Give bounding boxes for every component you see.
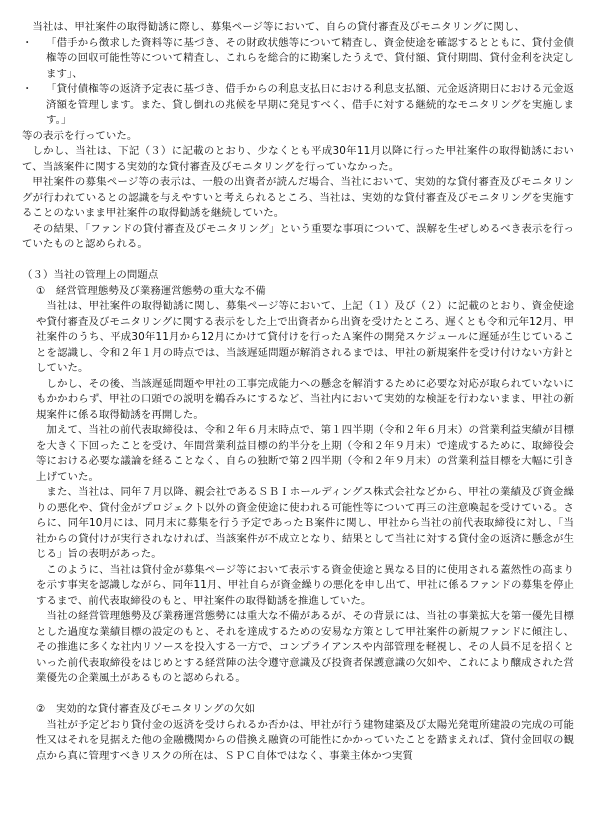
subsection-heading-1: ① 経営管理態勢及び業務運営態勢の重大な不備 — [36, 284, 266, 297]
bullet-mark: ・ — [22, 36, 33, 49]
body-paragraph: 加えて、当社の前代表取締役は、令和２年６月末時点で、第１四半期（令和２年６月末）の営業利益実績が目標を大きく下回ったことを受け、年間営業利益目標の約半分を上期（令和２年９月末）で達成するために、取締役会等における必要な議論を経ることなく、自らの独断で第２四半期（令和２年９月末）の営業利益目標を大幅に引き上げていた。 — [36, 424, 574, 483]
subsection-heading-2: ② 実効的な貸付審査及びモニタリングの欠如 — [36, 703, 256, 715]
bullet-mark: ・ — [22, 83, 33, 95]
bullet-text-1: 「借手から徴求した資料等に基づき、その財政状態等について精査し、資金使途を確認するとともに、貸付金債権等の回収可能性等について精査し、これらを総合的に勘案したうえで、貸付額、貸付期間、貸付金利を決定します」、 — [46, 36, 574, 80]
intro-paragraph-5: その結果、「ファンドの貸付審査及びモニタリング」という重要な事項について、誤解を生ぜしめるべき表示を行っていたものと認められる。 — [22, 222, 574, 250]
body-paragraph: 当社の経営管理態勢及び業務運営態勢には重大な不備があるが、その背景には、当社の事業拡大を第一優先目標とした過度な業績目標の設定のもと、それを達成するための安易な方策として甲社案件の新規ファンドに傾注し、その推進に多くな社内リソースを投入する一方で、コンプライアンスや内部管理を軽視し、その人員不足を招くといった前代表取締役をはじめとする経営陣の法令遵守意識及び投資者保護意識の欠如や、これにより醸成された営業優先の企業風土があるものと認められる。 — [36, 610, 574, 684]
body-paragraph: 当社が予定どおり貸付金の返済を受けられるか否かは、甲社が行う建物建築及び太陽光発電所建設の完成の可能性又はそれを見据えた他の金融機関からの借換え融資の可能性にかかっていたことを踏まえれば、貸付金回収の観点から真に管理すべきリスクの所在は、ＳＰＣ自体ではなく、事業主体かつ実質 — [36, 718, 574, 762]
bullet-item-2 — [22, 82, 574, 129]
spacer — [22, 687, 574, 703]
section-heading: （３）当社の管理上の問題点 — [22, 269, 159, 281]
intro-paragraph-4: 甲社案件の募集ページ等の表示は、一般の出資者が読んだ場合、当社において、実効的な貸付審査及びモニタリングが行われているとの認識を与えやすいと考えられるところ、当社は、実効的な貸付審査及びモニタリングを実施することのないまま甲社案件の取得勧誘を継続していた。 — [22, 176, 574, 219]
subsection-body-2 — [36, 718, 574, 765]
subsection-body-1 — [36, 299, 574, 687]
bullet-text-2: 「貸付債権等の返済予定表に基づき、借手からの利息支払日における利息支払額、元金返済期日における元金返済額を管理します。また、貸し倒れの兆候を早期に発見すべく、借手に対する継続的なモニタリングを実施します。」 — [46, 83, 574, 126]
body-paragraph: また、当社は、同年７月以降、親会社であるＳＢＩホールディングス株式会社などから、甲社の業績及び資金繰りの悪化や、貸付金がプロジェクト以外の資金使途に使われる可能性等について再三の注意喚起を受けている。さらに、同年10月には、同月末に募集を行う予定であったＢ案件に関し、甲社から当社の前代表取締役に対し、「当社からの貸付けが実行されなければ、当該案件が不成立となり、結果として当社に対する貸付金の返済に懸念が生じる」旨の表明があった。 — [36, 486, 574, 560]
body-paragraph: 当社は、甲社案件の取得勧誘に関し、募集ページ等において、上記（１）及び（２）に記載のとおり、資金使途や貸付審査及びモニタリングに関する表示をした上で出資者から出資を受けたところ、遅くとも令和元年12月、甲社案件のうち、平成30年11月から12月にかけて貸付けを行ったＡ案件の開発スケジュールに遅延が生じていることを認識し、令和２年１月の時点では、当該遅延問題が解消されるまでは、甲社の新規案件を受け付けない方針としていた。 — [36, 300, 574, 374]
body-paragraph: しかし、その後、当該遅延問題や甲社の工事完成能力への懸念を解消するために必要な対応が取られていないにもかかわらず、甲社の口頭での説明を鵜呑みにするなど、当社内において実効的な検証を行わないまま、甲社の新規案件に係る取得勧誘を再開した。 — [36, 377, 574, 421]
bullet-item-1 — [22, 36, 574, 83]
intro-paragraph-3: しかし、当社は、下記（３）に記載のとおり、少なくとも平成30年11月以降に行った甲社案件の取得勧誘において、当該案件に関する実効的な貸付審査及びモニタリングを行っていなかった。 — [22, 145, 574, 173]
intro-paragraph-2: 等の表示を行っていた。 — [22, 129, 138, 142]
intro-paragraph-1: 当社は、甲社案件の取得勧誘に際し、募集ページ等において、自らの貸付審査及びモニタリングに関し、 — [32, 21, 525, 33]
spacer — [22, 253, 574, 269]
document-page — [22, 20, 574, 764]
body-paragraph: このように、当社は貸付金が募集ページ等において表示する資金使途と異なる目的に使用される蓋然性の高まりを示す事実を認識しながら、同年11月、甲社自らが資金繰りの悪化を申し出て、甲社に係るファンドの募集を停止するまで、前代表取締役のもと、甲社案件の取得勧誘を推進していた。 — [36, 563, 574, 607]
